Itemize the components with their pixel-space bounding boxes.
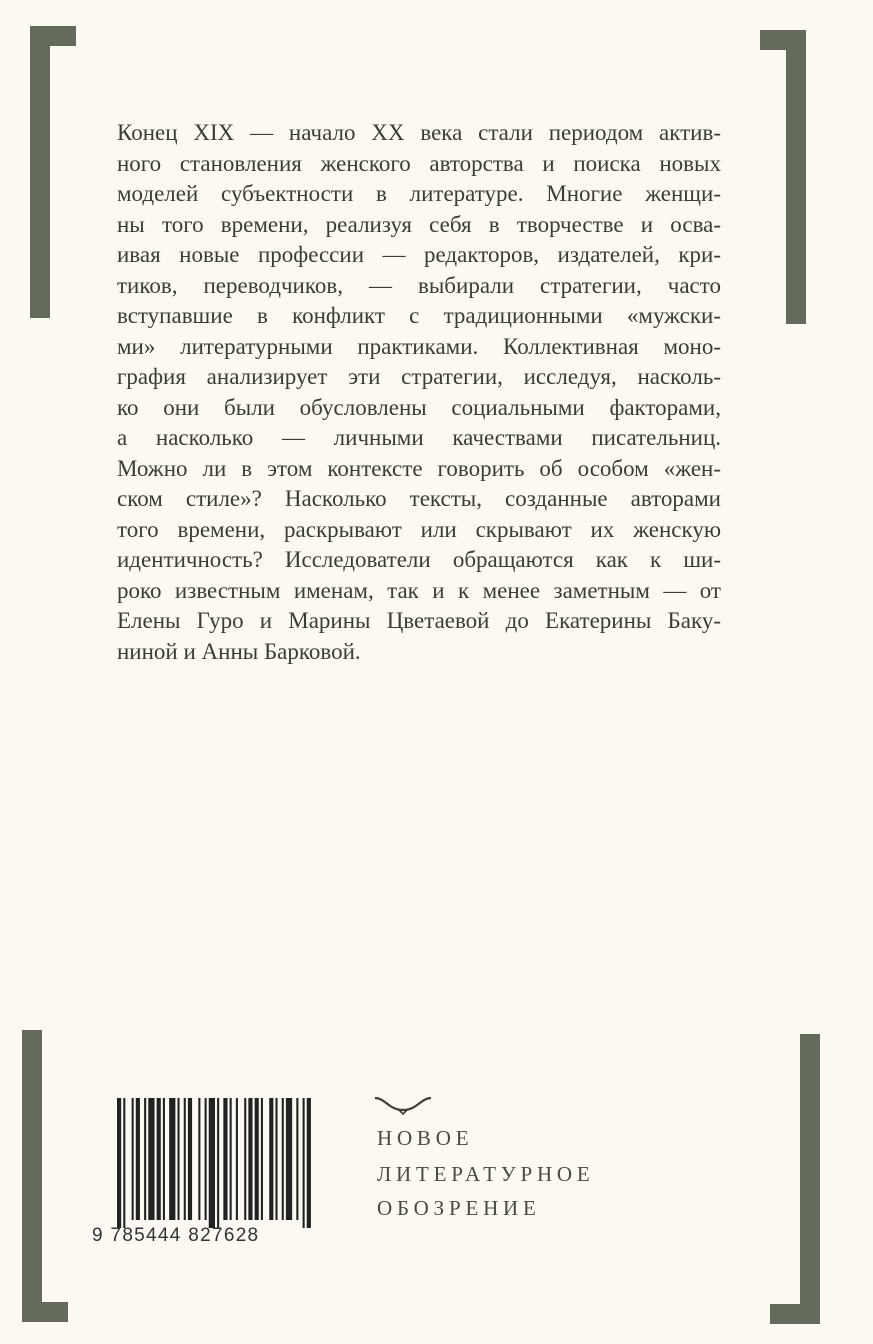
barcode-bar [248,1098,252,1220]
blurb-line: роко известным именам, так и к менее заметным — от [117,577,721,603]
barcode-bar [144,1098,146,1220]
blurb-line: Конец XIX — начало XX века стали периодом актив- [117,120,721,145]
barcode-bar [217,1098,219,1228]
barcode-bar [205,1098,207,1220]
blurb-line: ниной и Анны Барковой. [117,638,361,664]
barcode-bar [148,1098,154,1220]
publisher-name-line-3: ОБОЗРЕНИЕ [377,1196,541,1220]
barcode-bar [223,1098,227,1220]
blurb-line: ны того времени, реализуя себя в творчестве и осва- [117,211,721,237]
barcode-bar [163,1098,165,1220]
barcode-bar [282,1098,284,1220]
barcode-bar [117,1098,121,1228]
barcode-bar [236,1098,238,1220]
blurb-line: моделей субъектности в литературе. Многие женщи- [117,181,721,206]
publisher-name-line-2: ЛИТЕРАТУРНОЕ [377,1162,595,1186]
barcode-bar [177,1098,179,1220]
bracket-bottom-left [22,1030,68,1326]
blurb-line: ми» литературными практиками. Коллективная моно- [117,333,721,359]
blurb-line: ском стиле»? Насколько тексты, созданные авторами [117,486,721,511]
bracket-top-left [30,26,78,322]
publisher-logo-icon [373,1092,433,1116]
blurb-line: Елены Гуро и Марины Цветаевой до Екатерины Баку- [117,608,721,633]
book-blurb [117,118,721,667]
blurb-line: тиков, переводчиков, — выбирали стратегии, часто [117,272,721,298]
bracket-top-right [760,30,806,328]
barcode-bars [117,1098,313,1228]
blurb-line: ного становления женского авторства и поиска новых [117,150,721,176]
blurb-line: вступавшие в конфликт с традиционными «мужски- [117,303,721,328]
blurb-line: графия анализирует эти стратегии, исследуя, насколь- [117,364,721,389]
barcode-bar [244,1098,246,1220]
blurb-line: а насколько — личными качествами писательниц. [117,425,721,450]
barcode-bar [286,1098,292,1220]
barcode-bar [157,1098,161,1220]
barcode-bar [261,1098,263,1220]
barcode-bar [123,1098,125,1228]
barcode-digits: 9 785444 827628 [92,1225,260,1246]
barcode-bar [132,1098,134,1220]
barcode-bar [184,1098,186,1220]
barcode-bar [169,1098,175,1220]
isbn-barcode [92,1098,316,1248]
barcode-bar [188,1098,192,1220]
barcode-bar [198,1098,200,1220]
barcode-bar [136,1098,140,1220]
bracket-bottom-right [770,1034,820,1328]
barcode-bar [209,1098,215,1228]
blurb-line: идентичность? Исследователи обращаются как к ши- [117,547,721,572]
barcode-bar [230,1098,232,1220]
publisher-name-line-1: НОВОЕ [377,1126,474,1150]
barcode-bar [296,1098,298,1220]
barcode-bar [275,1098,277,1220]
barcode-bar [269,1098,273,1220]
barcode-bar [307,1098,311,1228]
barcode-bar [303,1098,305,1228]
blurb-line: ивая новые профессии — редакторов, издателей, кри- [117,242,721,267]
blurb-line: Можно ли в этом контексте говорить об особом «жен- [117,455,721,481]
blurb-line: того времени, раскрывают или скрывают их женскую [117,516,721,542]
blurb-line: ко они были обусловлены социальными факторами, [117,394,721,420]
barcode-bar [255,1098,259,1220]
